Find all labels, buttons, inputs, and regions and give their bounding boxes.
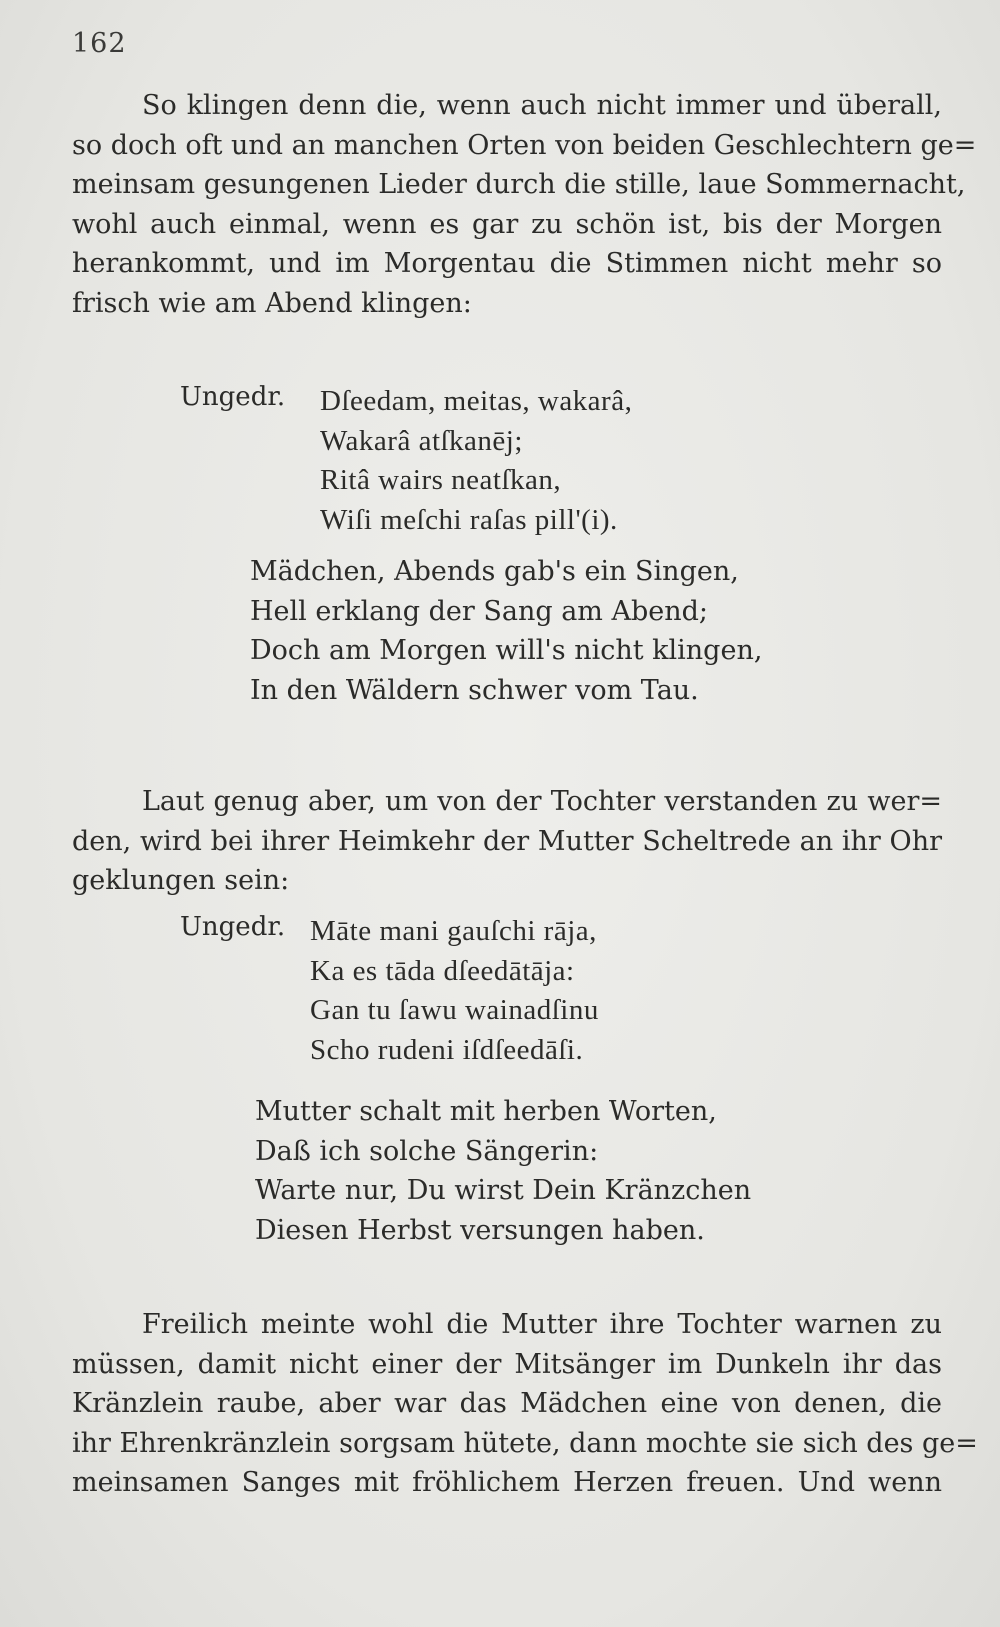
paragraph-line: ihr Ehrenkränzlein sorgsam hütete, dann mochte sie sich des ge= <box>72 1427 978 1459</box>
paragraph-line: meinsam gesungenen Lieder durch die stille, laue Sommernacht, <box>72 169 966 200</box>
translation-line: Diesen Herbst versungen haben. <box>255 1214 705 1246</box>
source-label: Ungedr. <box>180 912 286 942</box>
translation-line: Daß ich solche Sängerin: <box>255 1135 599 1167</box>
verse-line: Wakarâ atſkanēj; <box>320 424 523 457</box>
verse-line: Wiſi meſchi raſas pill'(i). <box>320 503 618 536</box>
translation-line: Warte nur, Du wirst Dein Kränzchen <box>255 1175 752 1206</box>
latvian-verse <box>320 382 632 540</box>
source-label: Ungedr. <box>180 382 286 412</box>
latvian-verse <box>310 912 599 1070</box>
verse-line: Gan tu ſawu wainadſinu <box>310 994 599 1026</box>
translation-line: Mutter schalt mit herben Worten, <box>255 1096 717 1127</box>
song-1-translation <box>250 552 762 710</box>
paragraph-1 <box>72 86 977 323</box>
verse-line: Dſeedam, meitas, wakarâ, <box>320 385 633 417</box>
paragraph-line: So klingen denn die, wenn auch nicht immer und überall, <box>142 90 942 121</box>
paragraph-2 <box>72 782 942 901</box>
paragraph-line: frisch wie am Abend klingen: <box>72 287 472 319</box>
paragraph-line: Freilich meinte wohl die Mutter ihre Tochter warnen zu <box>142 1309 942 1340</box>
paragraph-line: Laut genug aber, um von der Tochter verstanden zu wer= <box>142 786 942 817</box>
paragraph-line: so doch oft und an manchen Orten von beiden Geschlechtern ge= <box>72 129 977 161</box>
paragraph-line: meinsamen Sanges mit fröhlichem Herzen freuen. Und wenn <box>72 1467 942 1498</box>
paragraph-line: den, wird bei ihrer Heimkehr der Mutter Scheltrede an ihr Ohr <box>72 825 942 857</box>
paragraph-line: müssen, damit nicht einer der Mitsänger im Dunkeln ihr das <box>72 1348 942 1380</box>
translation-line: Hell erklang der Sang am Abend; <box>250 595 709 627</box>
translation-line: Doch am Morgen will's nicht klingen, <box>250 635 763 666</box>
verse-line: Ka es tāda dſeedātāja: <box>310 954 575 987</box>
paragraph-line: wohl auch einmal, wenn es gar zu schön ist, bis der Morgen <box>72 208 942 240</box>
verse-line: Ritâ wairs neatſkan, <box>320 464 562 496</box>
song-2-translation <box>255 1092 751 1250</box>
page-number: 162 <box>72 28 127 59</box>
verse-line: Māte mani gauſchi rāja, <box>310 915 597 947</box>
paragraph-line: herankommt, und im Morgentau die Stimmen nicht mehr so <box>72 248 942 279</box>
translation-line: Mädchen, Abends gab's ein Singen, <box>250 556 739 587</box>
translation-line: In den Wäldern schwer vom Tau. <box>250 674 699 706</box>
paragraph-line: geklungen sein: <box>72 865 290 896</box>
paragraph-line: Kränzlein raube, aber war das Mädchen eine von denen, die <box>72 1388 942 1419</box>
paragraph-3 <box>72 1305 978 1503</box>
verse-line: Scho rudeni iſdſeedāſi. <box>310 1033 584 1066</box>
